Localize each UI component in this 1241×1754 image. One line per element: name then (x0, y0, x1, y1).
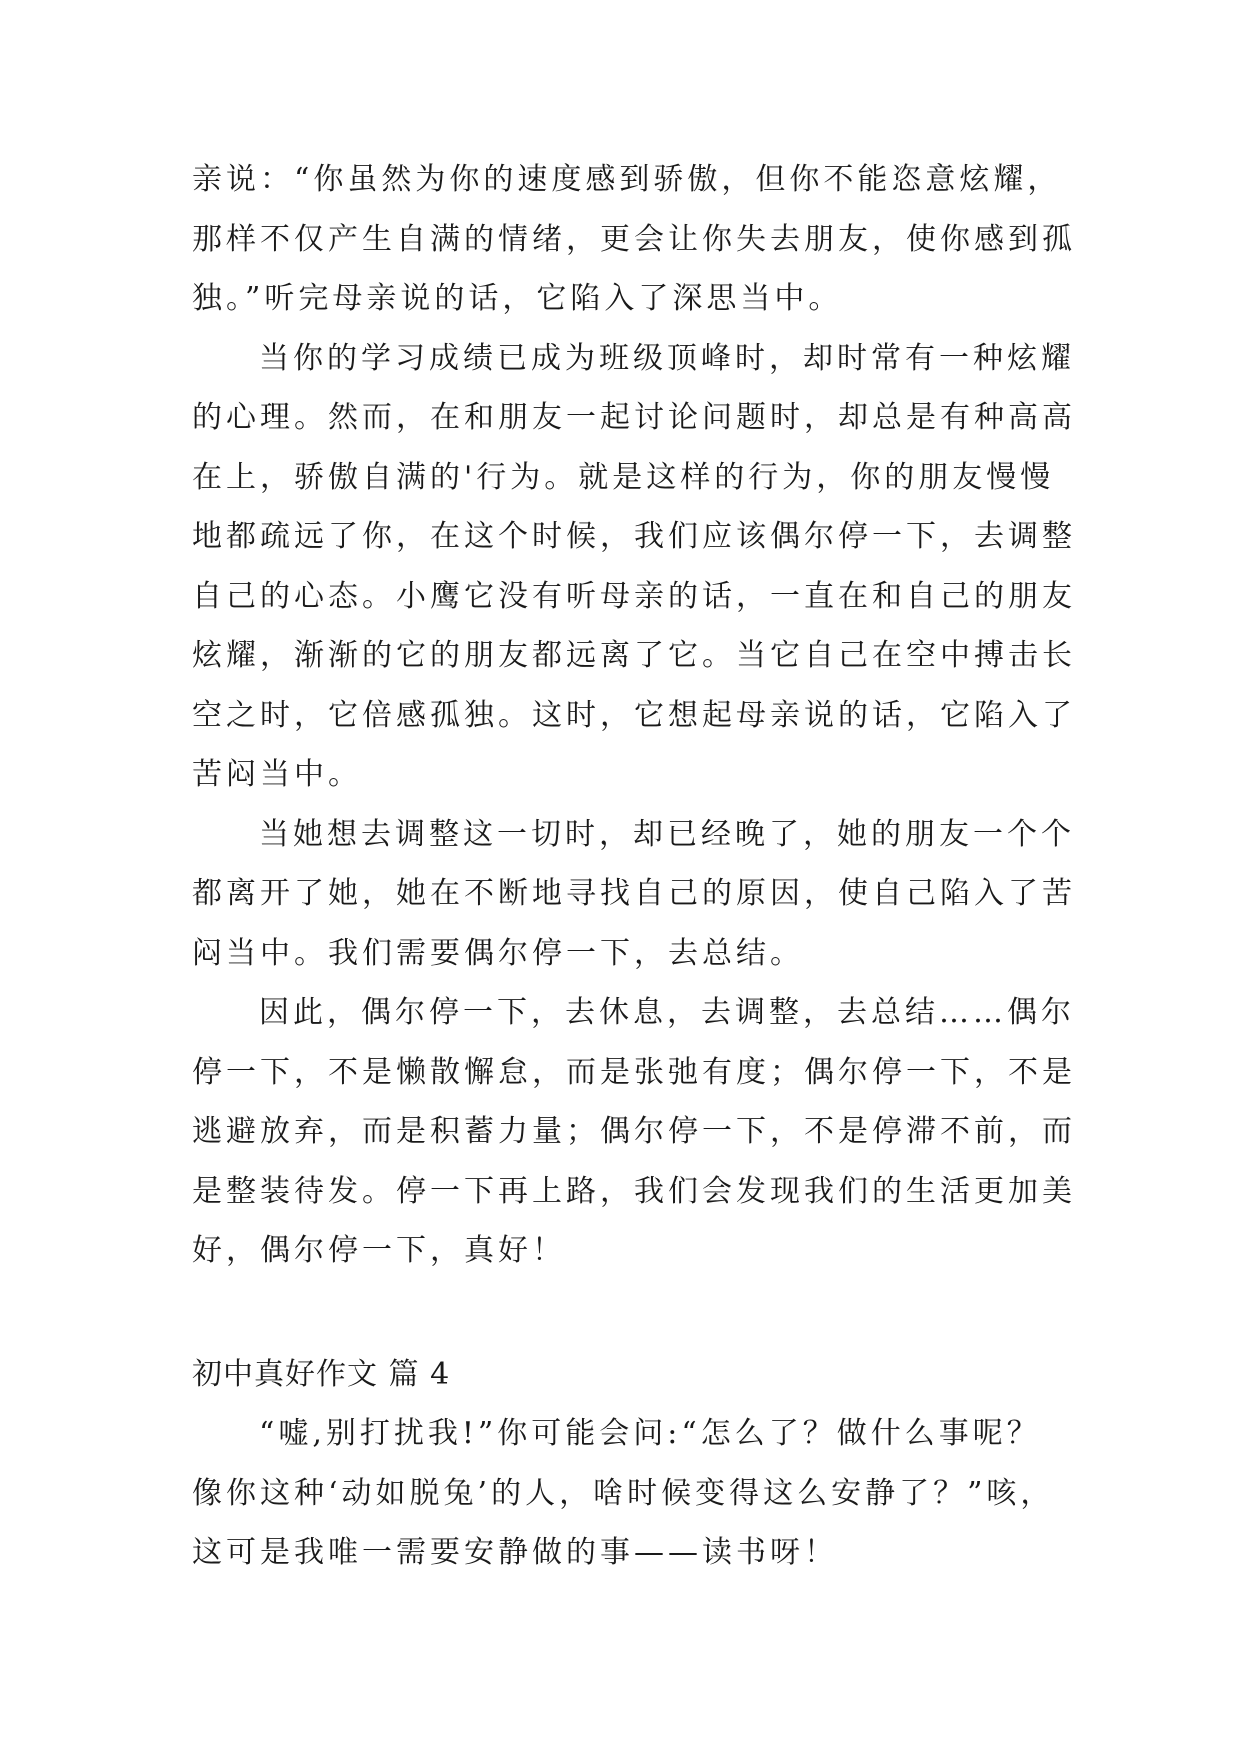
text-line: 都离开了她，她在不断地寻找自己的原因，使自己陷入了苦 (192, 876, 1076, 911)
text-line: 自己的心态。小鹰它没有听母亲的话，一直在和自己的朋友 (192, 578, 1076, 614)
paragraph-3 (192, 805, 1076, 984)
text-line: 那样不仅产生自满的情绪，更会让你失去朋友，使你感到孤 (192, 221, 1076, 257)
text-line: 像你这种‘动如脱兔’的人，啥时候变得这么安静了？”咳， (192, 1475, 1055, 1511)
text-line: 空之时，它倍感孤独。这时，它想起母亲说的话，它陷入了 (192, 697, 1076, 733)
document-page (192, 150, 1076, 1583)
text-line: 好，偶尔停一下，真好！ (192, 1233, 566, 1268)
text-line: 炫耀，渐渐的它的朋友都远离了它。当它自己在空中搏击长 (192, 638, 1076, 673)
text-line: 当你的学习成绩已成为班级顶峰时，却时常有一种炫耀 (259, 340, 1075, 376)
text-line: “嘘,别打扰我!”你可能会问:“怎么了？做什么事呢？ (259, 1416, 1041, 1451)
text-line: 是整装待发。停一下再上路，我们会发现我们的生活更加美 (192, 1173, 1076, 1209)
text-line: 独。”听完母亲说的话，它陷入了深思当中。 (192, 281, 843, 316)
paragraph-continuation (192, 150, 1076, 329)
section-heading: 初中真好作文 篇 4 (192, 1356, 451, 1392)
section-spacer (192, 1281, 1054, 1345)
text-line: 的心理。然而，在和朋友一起讨论问题时，却总是有种高高 (192, 400, 1076, 435)
paragraph-4 (192, 983, 1076, 1281)
text-line: 逃避放弃，而是积蓄力量；偶尔停一下，不是停滞不前，而 (192, 1114, 1076, 1149)
paragraph-2 (192, 329, 1076, 805)
text-line: 停一下，不是懒散懈怠，而是张弛有度；偶尔停一下，不是 (192, 1054, 1076, 1090)
text-line: 因此，偶尔停一下，去休息，去调整，去总结……偶尔 (259, 995, 1075, 1030)
text-line: 这可是我唯一需要安静做的事——读书呀！ (192, 1535, 838, 1570)
text-line: 亲说：“你虽然为你的速度感到骄傲，但你不能恣意炫耀， (192, 162, 1062, 197)
text-line: 地都疏远了你，在这个时候，我们应该偶尔停一下，去调整 (192, 519, 1076, 554)
text-line: 在上，骄傲自满的'行为。就是这样的行为，你的朋友慢慢 (192, 459, 1055, 495)
text-line: 当她想去调整这一切时，却已经晚了，她的朋友一个个 (259, 816, 1075, 852)
text-line: 苦闷当中。 (192, 757, 362, 792)
text-line: 闷当中。我们需要偶尔停一下，去总结。 (192, 935, 804, 971)
essay-4-paragraph-1 (192, 1404, 1054, 1583)
